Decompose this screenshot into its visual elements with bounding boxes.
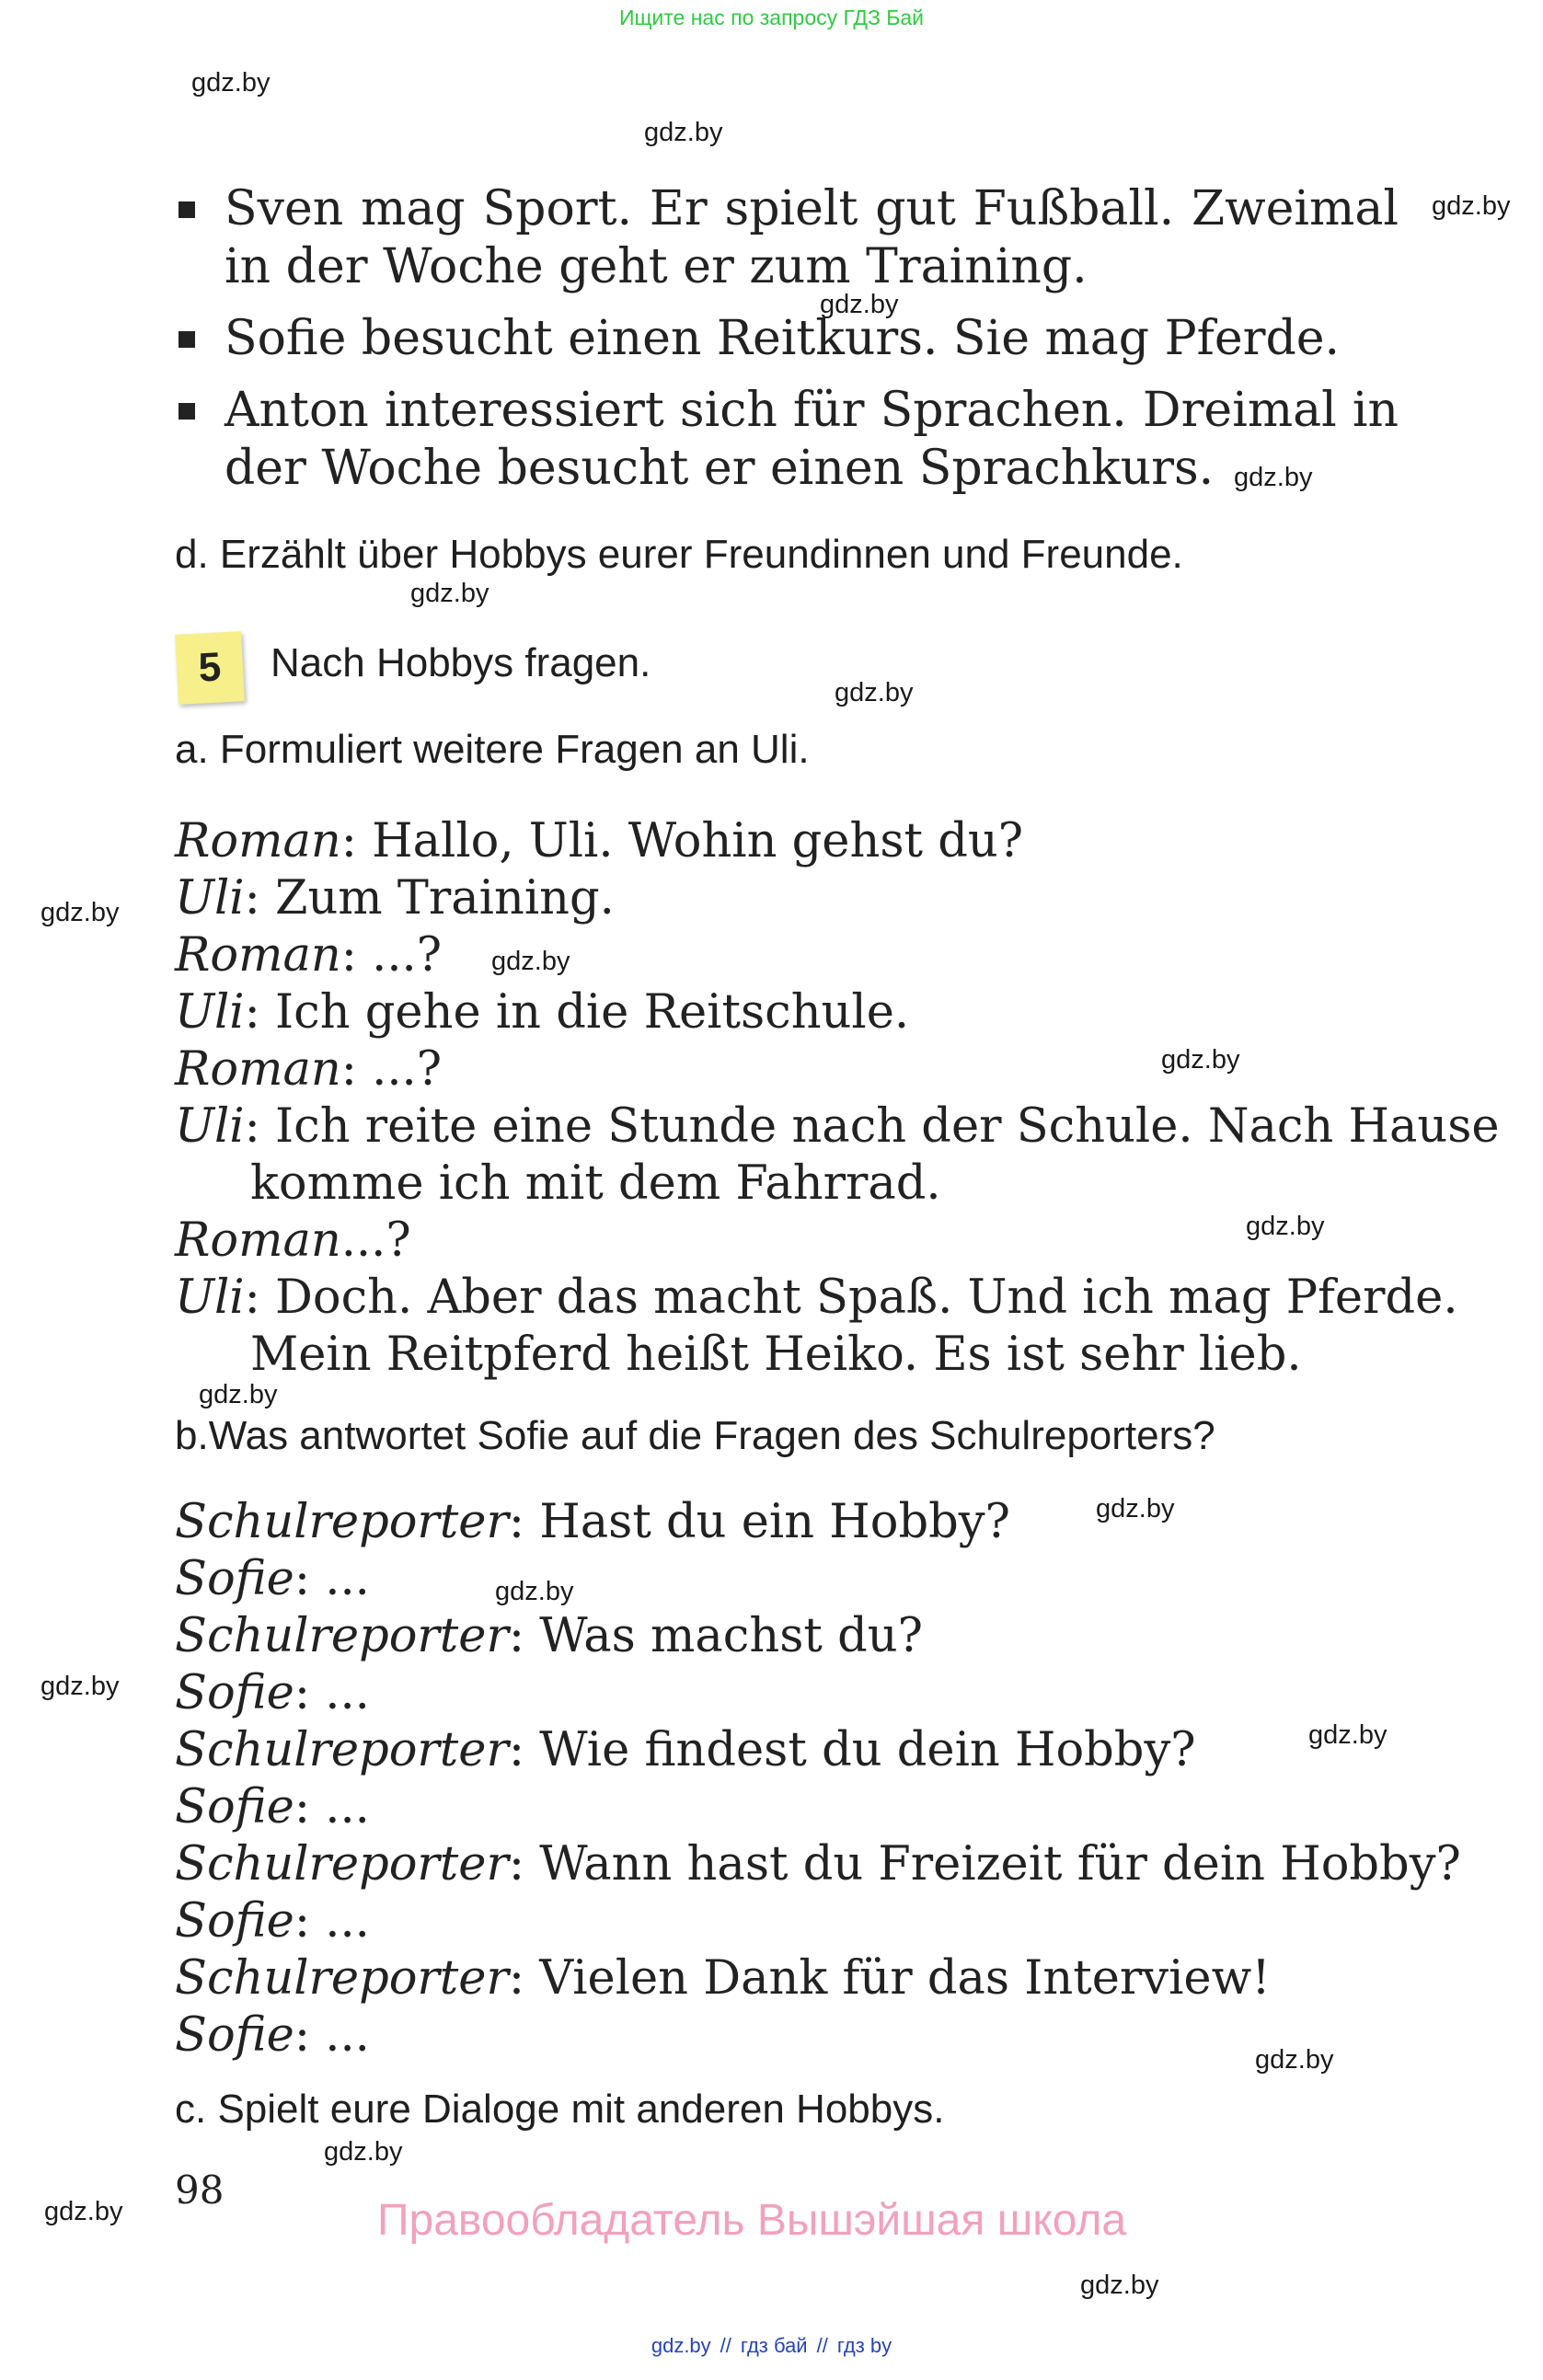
top-banner[interactable]: Ищите нас по запросу ГДЗ Бай [618,6,925,29]
exercise-number-badge: 5 [175,631,245,705]
dialog-a [175,813,1500,1384]
watermark: gdz.by [324,2137,403,2167]
dialog-line-continuation: komme ich mit dem Fahrrad. [250,1156,941,1211]
dialog-line: Uli: Zum Training. [175,871,615,926]
watermark: gdz.by [495,1577,574,1606]
watermark: gdz.by [491,947,570,976]
watermark: gdz.by [191,68,271,98]
task-d-heading: d. Erzählt über Hobbys eurer Freundinnen und Freunde. [175,532,1183,577]
dialog-line: Schulreporter: Vielen Dank für das Interview! [175,1951,1271,2006]
hobby-bullet-list [175,180,1399,512]
watermark: gdz.by [1246,1212,1325,1241]
watermark: gdz.by [199,1380,278,1409]
watermark: gdz.by [1080,2271,1159,2300]
square-bullet-icon [178,201,195,218]
footer-link-gdz-bai[interactable]: гдз бай [740,2334,808,2357]
watermark: gdz.by [1255,2045,1334,2075]
task-a-heading: a. Formuliert weitere Fragen an Uli. [175,727,810,772]
watermark: gdz.by [40,1672,120,1701]
dialog-line: Sofie: ... [175,1552,370,1606]
watermark: gdz.by [44,2197,123,2226]
dialog-line: Roman: ...? [175,928,443,983]
page-number: 98 [175,2167,225,2213]
dialog-line: Roman: Hallo, Uli. Wohin gehst du? [175,814,1024,868]
watermark: gdz.by [644,118,723,147]
watermark: gdz.by [1234,463,1313,492]
dialog-line: Roman: ...? [175,1042,443,1097]
dialog-line: Uli: Ich reite eine Stunde nach der Schule. Nach Hause [175,1099,1500,1154]
bullet-item: Sofie besucht einen Reitkurs. Sie mag Pferde. [175,310,1399,368]
dialog-b [175,1494,1461,2064]
dialog-line: Schulreporter: Hast du ein Hobby? [175,1495,1010,1549]
square-bullet-icon [178,403,195,420]
dialog-line: Sofie: ... [175,1666,370,1720]
watermark: gdz.by [1432,191,1511,221]
dialog-line-continuation: Mein Reitpferd heißt Heiko. Es ist sehr lieb. [250,1328,1302,1382]
footer-link-gdz-by[interactable]: гдз by [836,2334,892,2357]
square-bullet-icon [178,331,195,348]
bullet-item: Anton interessiert sich für Sprachen. Dreimal in der Woche besucht er einen Sprachkurs. [175,382,1399,498]
footer-link-gdz[interactable]: gdz.by [651,2334,711,2357]
dialog-line: Sofie: ... [175,1780,370,1834]
watermark: gdz.by [835,678,914,707]
watermark: gdz.by [410,579,489,608]
dialog-line: Roman...? [175,1213,411,1268]
dialog-line: Uli: Ich gehe in die Reitschule. [175,985,910,1040]
dialog-line: Uli: Doch. Aber das macht Spaß. Und ich mag Pferde. [175,1270,1458,1325]
dialog-line: Schulreporter: Wie findest du dein Hobby? [175,1723,1196,1777]
watermark: gdz.by [40,898,120,927]
watermark: gdz.by [1096,1494,1175,1523]
exercise-title: Nach Hobbys fragen. [271,640,651,685]
rights-holder: Правообладатель Вышэйшая школа [377,2196,1127,2245]
dialog-line: Schulreporter: Wann hast du Freizeit für dein Hobby? [175,1837,1461,1891]
watermark: gdz.by [1161,1045,1240,1075]
task-c-heading: c. Spielt eure Dialoge mit anderen Hobbys. [175,2087,945,2132]
dialog-line: Sofie: ... [175,1894,370,1949]
dialog-line: Sofie: ... [175,2008,370,2063]
footer-links: gdz.by // гдз бай // гдз by [651,2334,892,2357]
dialog-line: Schulreporter: Was machst du? [175,1609,923,1663]
watermark: gdz.by [820,290,899,319]
watermark: gdz.by [1308,1720,1388,1750]
task-b-heading: b.Was antwortet Sofie auf die Fragen des Schulreporters? [175,1413,1215,1458]
bullet-item: Sven mag Sport. Er spielt gut Fußball. Zweimal in der Woche geht er zum Training. [175,180,1399,296]
